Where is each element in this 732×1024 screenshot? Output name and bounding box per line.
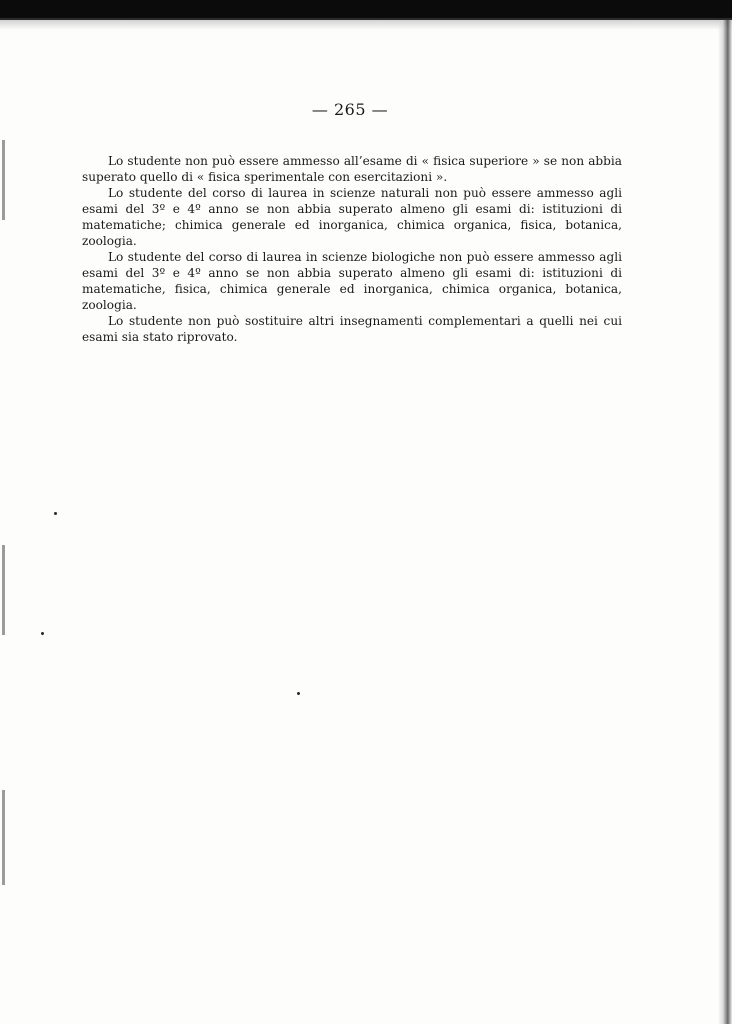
- paragraph-1: Lo studente non può essere ammesso all’esame di « fisica superiore » se non abbia superato quello di « fisica sperimentale con esercitazioni ».: [82, 154, 622, 184]
- scan-left-mark: [2, 545, 5, 635]
- scan-speck: [54, 512, 57, 515]
- scan-top-border: [0, 0, 732, 20]
- scan-top-shadow: [0, 18, 732, 30]
- page-number: — 265 —: [311, 100, 389, 119]
- paragraph-2: Lo studente del corso di laurea in scienze naturali non può essere ammesso agli esami del 3º e 4º anno se non abbia superato almeno gli esami di: istituzioni di matematiche; chimica generale ed inorganica, chimica organica, fisica, botanica, zoologia.: [82, 186, 622, 248]
- paragraph-4: Lo studente non può sostituire altri insegnamenti complementari a quelli nei cui esami sia stato riprovato.: [82, 314, 622, 344]
- body-text: [82, 153, 622, 345]
- paragraph-3: Lo studente del corso di laurea in scienze biologiche non può essere ammesso agli esami del 3º e 4º anno se non abbia superato almeno gli esami di: istituzioni di matematiche, fisica, chimica generale ed inorganica, chimica organica, botanica, zoologia.: [82, 250, 622, 312]
- scan-speck: [41, 632, 44, 635]
- scan-left-mark: [2, 140, 5, 220]
- scan-left-mark: [2, 790, 5, 885]
- scan-right-border: [718, 20, 732, 1024]
- scan-speck: [297, 692, 300, 695]
